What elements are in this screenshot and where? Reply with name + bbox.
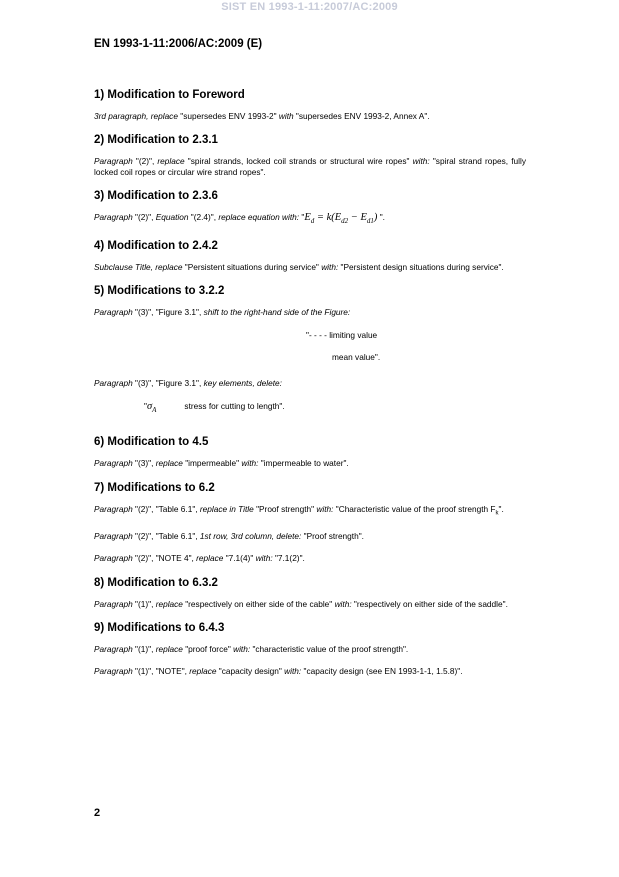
instruction: replace xyxy=(155,598,183,609)
paragraph xyxy=(94,156,526,177)
text: "(2)", xyxy=(132,212,156,223)
instruction: Paragraph xyxy=(94,530,133,541)
text: "(2)", "Table 6.1", xyxy=(132,530,200,541)
paragraph xyxy=(94,378,526,388)
instruction: Paragraph xyxy=(94,378,133,389)
figure-legend-line: mean value". xyxy=(332,351,381,362)
text: "Proof strength". xyxy=(301,530,364,541)
section-2 xyxy=(94,133,526,177)
text: "Persistent design situations during service". xyxy=(338,261,504,272)
instruction: Paragraph xyxy=(94,643,133,654)
instruction: Paragraph xyxy=(94,212,133,223)
instruction: with: xyxy=(284,666,302,677)
paragraph xyxy=(94,111,526,121)
text: "(1)", "NOTE", xyxy=(132,666,190,677)
instruction: Paragraph xyxy=(94,458,133,469)
text: "(3)", "Figure 3.1", xyxy=(132,378,204,389)
paragraph xyxy=(94,644,526,654)
section-9 xyxy=(94,621,526,677)
instruction: replace xyxy=(157,156,185,167)
text: ". xyxy=(377,212,385,223)
instruction: shift to the right-hand side of the Figure: xyxy=(203,307,351,318)
section-8 xyxy=(94,576,526,609)
instruction: replace xyxy=(155,458,183,469)
text: "(2)", "Table 6.1", xyxy=(132,503,200,514)
text: "impermeable to water". xyxy=(258,458,349,469)
text: "(1)", xyxy=(132,598,156,609)
paragraph xyxy=(94,531,526,541)
text: "spiral strands, locked coil strands or structural wire ropes" xyxy=(184,156,413,167)
section-heading: 5) Modifications to 3.2.2 xyxy=(94,285,225,298)
text: "spiral strand ropes, fully locked coil ropes or circular wire strand ropes". xyxy=(94,156,526,177)
section-heading: 3) Modification to 2.3.6 xyxy=(94,190,218,203)
instruction: Subclause Title, replace xyxy=(94,261,183,272)
instruction: with: xyxy=(321,261,339,272)
instruction: replace xyxy=(196,553,224,564)
sigma-symbol xyxy=(147,401,156,412)
paragraph xyxy=(94,553,526,563)
instruction: replace xyxy=(155,643,183,654)
text: "characteristic value of the proof strength". xyxy=(250,643,409,654)
instruction: with: xyxy=(241,458,259,469)
document-body xyxy=(94,88,526,689)
instruction: key elements, delete: xyxy=(203,378,282,389)
instruction: with xyxy=(278,111,294,121)
section-4 xyxy=(94,239,526,272)
instruction: Paragraph xyxy=(94,598,133,609)
instruction: 1st row, 3rd column, delete: xyxy=(199,530,302,541)
text: "Persistent situations during service" xyxy=(182,261,322,272)
section-heading: 8) Modification to 6.3.2 xyxy=(94,576,218,589)
section-heading: 6) Modification to 4.5 xyxy=(94,436,209,449)
equation xyxy=(304,212,378,226)
paragraph xyxy=(94,599,526,609)
instruction: with: xyxy=(255,553,273,564)
text: "capacity design" xyxy=(216,666,285,677)
instruction: 3rd paragraph, replace xyxy=(94,111,178,121)
section-heading: 4) Modification to 2.4.2 xyxy=(94,239,218,252)
paragraph xyxy=(94,458,526,468)
instruction: with: xyxy=(316,503,334,514)
section-3 xyxy=(94,189,526,227)
eq-part: ) xyxy=(373,212,378,224)
text: "(3)", xyxy=(132,458,156,469)
text: "(2)", xyxy=(132,156,158,167)
eq-sub: A xyxy=(152,405,157,414)
eq-part: E xyxy=(304,212,311,224)
instruction: Paragraph xyxy=(94,307,133,318)
text: "Characteristic value of the proof strength F xyxy=(333,503,496,514)
section-heading: 2) Modification to 2.3.1 xyxy=(94,134,218,147)
text: "respectively on either side of the saddle". xyxy=(351,598,508,609)
text: "7.1(2)". xyxy=(272,553,305,564)
paragraph xyxy=(94,504,526,519)
eq-sub: d2 xyxy=(341,217,349,226)
text: "supersedes ENV 1993-2, Annex A". xyxy=(293,111,430,121)
eq-part: = k(E xyxy=(314,212,342,224)
paragraph xyxy=(94,666,526,676)
instruction: with: xyxy=(334,598,352,609)
document-id: EN 1993-1-11:2006/AC:2009 (E) xyxy=(94,38,263,50)
instruction: with: xyxy=(233,643,251,654)
section-1 xyxy=(94,88,526,121)
text: "capacity design (see EN 1993-1-1, 1.5.8)". xyxy=(301,666,463,677)
instruction: Equation xyxy=(155,212,189,223)
paragraph xyxy=(94,262,526,272)
section-6 xyxy=(94,435,526,468)
instruction: replace in Title xyxy=(199,503,254,514)
instruction: with: xyxy=(412,156,430,167)
text: "(3)", "Figure 3.1", xyxy=(132,307,204,318)
eq-part: − E xyxy=(348,212,367,224)
text: " xyxy=(144,400,147,411)
watermark: SIST EN 1993-1-11:2007/AC:2009 xyxy=(221,1,398,13)
key-element-line xyxy=(94,401,526,416)
instruction: replace equation with: xyxy=(218,212,300,223)
eq-sub: d xyxy=(310,217,315,226)
text: "impermeable" xyxy=(182,458,242,469)
paragraph xyxy=(94,212,526,227)
section-5 xyxy=(94,284,526,415)
paragraph xyxy=(94,307,526,317)
subscript: k xyxy=(495,510,499,517)
eq-sub: d1 xyxy=(366,217,374,226)
text: "7.1(4)" xyxy=(223,553,256,564)
text: "(2)", "NOTE 4", xyxy=(132,553,197,564)
instruction: Paragraph xyxy=(94,156,133,167)
text: "respectively on either side of the cable" xyxy=(182,598,335,609)
instruction: Paragraph xyxy=(94,553,133,564)
section-heading: 1) Modification to Foreword xyxy=(94,89,245,101)
text: ". xyxy=(498,503,504,514)
instruction: Paragraph xyxy=(94,666,133,677)
text: " xyxy=(299,212,305,223)
section-heading: 7) Modifications to 6.2 xyxy=(94,481,215,494)
instruction: Paragraph xyxy=(94,503,133,514)
page-number: 2 xyxy=(94,807,101,819)
text: "proof force" xyxy=(182,643,234,654)
text: "supersedes ENV 1993-2" xyxy=(177,111,279,121)
eq-part: σ xyxy=(146,400,153,412)
section-heading: 9) Modifications to 6.4.3 xyxy=(94,621,225,634)
text: "(1)", xyxy=(132,643,156,654)
figure-legend-line: "- - - - limiting value xyxy=(306,329,378,340)
text: stress for cutting to length". xyxy=(184,400,285,411)
text: "(2.4)", xyxy=(188,212,219,223)
text: "Proof strength" xyxy=(253,503,317,514)
instruction: replace xyxy=(189,666,217,677)
section-7 xyxy=(94,481,526,564)
